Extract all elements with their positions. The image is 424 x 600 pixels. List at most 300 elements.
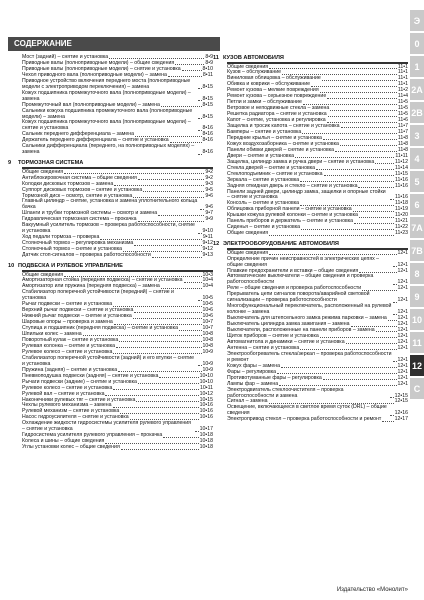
entry-title: Углы установки колес – общие сведения	[22, 444, 120, 451]
publisher-footer	[337, 587, 408, 593]
entry-title: Задняя откидная дверь и стекло – снятие и установка	[227, 182, 358, 189]
toc-entry[interactable]	[22, 79, 213, 91]
entry-title: Общие сведения	[227, 63, 269, 70]
entry-leader	[138, 383, 199, 384]
section-title: ТОРМОЗНАЯ СИСТЕМА	[18, 160, 84, 167]
chapter-tab[interactable]: 3	[410, 125, 424, 146]
entry-page: 11•5	[397, 111, 408, 118]
toc-column-right	[213, 55, 408, 427]
chapter-tab[interactable]: 2A	[410, 79, 424, 100]
entry-page: 12•1	[397, 362, 408, 369]
entry-page: 12•1	[397, 279, 408, 286]
entry-title: Освещение, включающееся в светлое время суток (DRL) – общие сведения	[227, 404, 387, 417]
entry-leader	[64, 173, 204, 174]
entry-leader	[161, 106, 202, 107]
toc-entry[interactable]	[227, 417, 408, 423]
entry-page: 8•15	[202, 95, 213, 102]
entry-leader	[113, 389, 199, 390]
entry-page: 12•1	[397, 380, 408, 387]
entry-leader	[119, 341, 201, 342]
toc-entry[interactable]	[22, 144, 213, 156]
entry-page: 12•16	[394, 410, 408, 417]
entry-title: Фары – регулировка	[227, 368, 277, 375]
entry-title: Реле – общие сведения и проверка работоспособности	[227, 285, 362, 292]
entry-page: 9•6	[205, 204, 213, 211]
chapter-tab[interactable]: 10	[410, 309, 424, 330]
entry-title: Противотуманные фары – регулировка	[227, 374, 322, 381]
entry-title: Суппорт дисковых тормозов – снятие и установка	[22, 186, 143, 193]
entry-title: Вакуумный усилитель тормозов – проверка работоспособности, снятие и установка	[22, 222, 195, 235]
entry-page: 10•4	[202, 283, 213, 290]
entry-page: 8•10	[202, 65, 213, 72]
section-heading	[8, 160, 213, 167]
entry-page: 10•6	[202, 313, 213, 320]
toc-section	[213, 55, 408, 237]
entry-title: Сальник переднего дифференциала – замена	[22, 131, 135, 138]
entry-title: Электропривод стекол – проверка работоспособности и ремонт	[227, 416, 382, 423]
entry-page: 11•23	[395, 230, 408, 237]
entry-leader	[375, 163, 394, 164]
entry-page: 10•4	[202, 277, 213, 284]
entry-title: Шаровые опоры – проверка и замена	[22, 319, 113, 326]
entry-page: 10•10	[199, 378, 213, 385]
contents-header-bar	[8, 37, 220, 51]
entry-title: Выключатели, расположенные на панели приборов – замена	[227, 327, 375, 334]
entry-leader	[195, 431, 199, 432]
entry-page: 10•16	[199, 408, 213, 415]
entry-leader	[269, 235, 394, 236]
entry-page: 9•6	[205, 192, 213, 199]
entry-leader	[390, 199, 394, 200]
entry-page: 10•8	[202, 331, 213, 338]
entry-page: 11•2	[397, 87, 408, 94]
entry-title: Сальники кожуха подшипника промежуточного вала (полноприводные модели) – замена	[22, 107, 193, 120]
section-heading	[213, 55, 408, 62]
entry-leader	[281, 367, 397, 368]
entry-title: Бамперы – снятие и установка	[227, 128, 302, 135]
entry-page: 10•12	[199, 390, 213, 397]
entry-page: 9•12	[202, 246, 213, 253]
entry-title: Гидравлическая тормозная система – прокачка	[22, 216, 137, 223]
entry-page: 12•1	[397, 344, 408, 351]
entry-title: Промежуточный вал (полноприводные модели) – замена	[22, 101, 160, 108]
entry-page: 10•5	[202, 295, 213, 302]
entry-leader	[159, 377, 198, 378]
entry-title: Общие сведения	[227, 230, 269, 237]
entry-title: Приводные валы (полноприводные модели) – общие сведения	[22, 59, 175, 66]
entry-page: 11•4	[397, 93, 408, 100]
entry-title: Гидросистема усилителя рулевого управления – прокачка	[22, 432, 163, 439]
entry-page: 12•15	[394, 398, 408, 405]
entry-page: 11•5	[397, 99, 408, 106]
entry-title: Панель приборов и держатель – снятие и установка	[227, 218, 353, 225]
entry-leader	[393, 302, 397, 303]
entry-title: Выключатель для штепсельного замка режима парковки – замена	[227, 315, 387, 322]
entry-leader	[376, 331, 397, 332]
entry-page: 9•10	[202, 228, 213, 235]
entry-title: Автомагнитола и динамики – снятие и установка	[227, 338, 345, 345]
section-entries	[213, 251, 408, 424]
entry-leader	[393, 361, 397, 362]
entry-page: 10•18	[199, 444, 213, 451]
entry-title: Датчик стоп-сигналов – проверка работоспособности	[22, 252, 151, 259]
entry-leader	[277, 373, 396, 374]
chapter-tab[interactable]: 8	[410, 263, 424, 284]
entry-leader	[316, 169, 394, 170]
entry-leader	[184, 282, 202, 283]
entry-page: 10•8	[202, 342, 213, 349]
entry-title: Стояночный тормоз – регулировка механизма	[22, 240, 134, 247]
entry-title: Электродвигатель стеклоочистителя – проверка работоспособности и замена	[227, 386, 344, 399]
toc-entry[interactable]	[22, 445, 213, 451]
chapter-tab[interactable]: 12	[410, 355, 424, 376]
entry-page: 8•15	[202, 83, 213, 90]
entry-leader	[198, 88, 202, 89]
entry-page: 11•8	[397, 140, 408, 147]
entry-leader	[335, 151, 397, 152]
entry-title: Рулевое колесо – снятие и установка	[22, 384, 113, 391]
chapter-tab[interactable]: 5	[410, 171, 424, 192]
entry-title: Сигнал – замена	[227, 398, 268, 405]
entry-title: Амортизаторная стойка (передняя подвеска) – снятие и установка	[22, 277, 183, 284]
toc-entry[interactable]	[22, 253, 213, 259]
entry-title: Рулевой механизм – снятие и установка	[22, 408, 120, 415]
entry-title: Определение причин неисправностей в электрических цепях – общие сведения	[227, 255, 380, 268]
entry-page: 10•11	[200, 384, 213, 391]
entry-leader	[113, 407, 199, 408]
entry-title: Панели задней двери, цилиндр замка, защелки и опорные стойки – снятие и установка	[227, 188, 386, 201]
entry-leader	[198, 233, 202, 234]
entry-title: Лампы фар – замена	[227, 380, 279, 387]
entry-title: Чехол приводного вала (полноприводные модели) – замена	[22, 71, 167, 78]
entry-page: 11•21	[395, 218, 408, 225]
entry-title: Мост (задний) – снятие и установка	[22, 54, 109, 60]
chapter-tab[interactable]: 7A	[410, 217, 424, 238]
entry-leader	[301, 229, 394, 230]
entry-title: Рычаг подвески – снятие и установка	[22, 301, 113, 308]
entry-leader	[279, 385, 396, 386]
entry-page: 12•1	[397, 321, 408, 328]
entry-leader	[388, 320, 397, 321]
entry-title: Обивка и коврики – обслуживание	[227, 81, 311, 88]
entry-title: Верхний рычаг подвески – снятие и установка	[22, 307, 134, 314]
entry-title: Защелка и тросик капота – снятие и установка	[227, 123, 340, 130]
entry-title: Ход педали тормоза – проверка	[22, 234, 100, 241]
section-entries	[8, 273, 213, 452]
entry-leader	[328, 116, 397, 117]
entry-title: Наконечники рулевых тяг – снятие и установка	[22, 396, 136, 403]
entry-leader	[158, 215, 204, 216]
entry-title: Общие сведения	[22, 271, 64, 278]
section-title: КУЗОВ АВТОМОБИЛЯ	[223, 55, 284, 61]
entry-page: 8•16	[202, 149, 213, 156]
entry-leader	[341, 127, 397, 128]
entry-page: 11•16	[395, 194, 408, 201]
chapter-tab[interactable]: 11	[410, 332, 424, 353]
entry-title: Антенна – снятие и установка	[227, 344, 300, 351]
entry-page: 11•5	[397, 105, 408, 112]
section-number: 11	[213, 55, 219, 61]
entry-title: Шланги и трубки тормозной системы – осмотр и замена	[22, 210, 158, 217]
chapter-tab[interactable]: Э	[410, 10, 424, 31]
entry-title: Передние крылья – снятие и установка	[227, 134, 322, 141]
chapter-tab[interactable]: C	[410, 378, 424, 399]
entry-leader	[353, 211, 394, 212]
entry-page: 12•15	[394, 392, 408, 399]
entry-leader	[358, 187, 394, 188]
entry-page: 9•3	[205, 180, 213, 187]
entry-page: 10•18	[199, 438, 213, 445]
entry-page: 9•7	[205, 210, 213, 217]
chapter-tab[interactable]: 9	[410, 286, 424, 307]
entry-title: Двери – снятие и установка	[227, 152, 294, 159]
entry-page: 11•8	[397, 146, 408, 153]
entry-page: 8•16	[202, 125, 213, 132]
entry-leader	[143, 191, 204, 192]
entry-page: 8•16	[202, 131, 213, 138]
entry-title: Стеклоподъемник – снятие и установка	[227, 170, 323, 177]
entry-title: Сальники дифференциала (переднего, на полноприводных моделях) – замена	[22, 143, 195, 156]
toc-section	[213, 241, 408, 423]
entry-page: 12•1	[397, 332, 408, 339]
entry-title: Нижний рычаг подвески – снятие и установка	[22, 313, 132, 320]
entry-title: Насос гидроусилителя – снятие и установка	[22, 414, 129, 421]
entry-leader	[269, 68, 397, 69]
entry-page: 11•22	[395, 224, 408, 231]
section-title: ПОДВЕСКА И РУЛЕВОЕ УПРАВЛЕНИЕ	[18, 263, 123, 269]
entry-page: 9•11	[202, 234, 213, 241]
entry-title: Общие сведения	[227, 249, 269, 256]
entry-leader	[390, 397, 394, 398]
entry-page: 9•5	[205, 186, 213, 193]
entry-leader	[300, 181, 394, 182]
entry-page: 10•17	[199, 426, 213, 433]
entry-title: Чехлы рулевого механизма – замена	[22, 402, 112, 409]
entry-title: Кожух воздухозаборника – снятие и установка	[227, 140, 339, 147]
chapter-tab[interactable]: 0	[410, 33, 424, 54]
entry-page: 10•8	[202, 336, 213, 343]
entry-leader	[393, 314, 397, 315]
toc-section	[8, 55, 213, 156]
entry-page: 8•15	[202, 113, 213, 120]
entry-leader	[116, 347, 202, 348]
entry-page: 11•12	[395, 158, 408, 165]
entry-page: 9•13	[202, 252, 213, 259]
entry-title: Кожух подшипника промежуточного вала (полноприводные модели) – замена	[22, 89, 191, 102]
entry-page: 11•1	[397, 69, 408, 76]
entry-page: 10•9	[202, 360, 213, 367]
entry-title: Консоль – снятие и установка	[227, 200, 300, 207]
entry-title: Колеса и шины – общие сведения	[22, 438, 105, 445]
entry-page: 12•1	[397, 374, 408, 381]
entry-page: 11•18	[395, 200, 408, 207]
entry-page: 11•7	[397, 128, 408, 135]
entry-page: 12•1	[397, 327, 408, 334]
entry-title: Виниловая облицовка – обслуживание	[227, 75, 321, 82]
entry-title: Ступица и подшипник (передняя подвеска) – снятие и установка	[22, 325, 178, 332]
entry-leader	[134, 312, 201, 313]
entry-title: Стояночный тормоз – снятие и установка	[22, 246, 122, 253]
entry-leader	[198, 365, 202, 366]
toc-entry[interactable]	[22, 356, 213, 368]
entry-title: Пневмоподушка подвески (задняя) – снятие и установка	[22, 372, 159, 379]
entry-title: Выключатель цилиндра замка зажигания – замена	[227, 321, 350, 328]
chapter-tab[interactable]: 6	[410, 194, 424, 215]
toc-entry[interactable]	[22, 91, 213, 103]
entry-title: Сиденья – снятие и установка	[227, 224, 301, 231]
entry-leader	[198, 130, 202, 131]
entry-leader	[198, 154, 202, 155]
entry-leader	[182, 70, 202, 71]
entry-page: 11•8	[397, 134, 408, 141]
entry-title: Кожух подшипника промежуточного вала (полноприводные модели) – снятие и установка	[22, 119, 191, 132]
entry-title: Ветровое и неподвижные стекла – замена	[227, 105, 330, 112]
entry-page: 9•2	[205, 174, 213, 181]
entry-leader	[327, 98, 397, 99]
entry-leader	[323, 379, 397, 380]
entry-title: Держатель переднего дифференциала – снятие и установка	[22, 137, 169, 144]
entry-title: Приводное устройство включения переднего моста (полноприводные модели с электроприводом переключения) – замена	[22, 77, 191, 90]
entry-title: Многофункциональный переключатель, расположенный на рулевой колонке – замена	[227, 303, 392, 316]
entry-page: 8•9	[205, 59, 213, 66]
entry-page: 9•12	[202, 240, 213, 247]
entry-leader	[382, 421, 393, 422]
entry-page: 10•7	[202, 325, 213, 332]
entry-page: 10•18	[199, 432, 213, 439]
entry-page: 12•1	[397, 338, 408, 345]
entry-page: 12•1	[397, 297, 408, 304]
entry-leader	[163, 437, 198, 438]
entry-title: Главный цилиндр – снятие, установка и замена уплотнительного кольца бачка	[22, 198, 198, 211]
entry-leader	[393, 284, 397, 285]
entry-title: Пружина (задняя) – снятие и установка	[22, 366, 118, 373]
entry-title: Зеркала – снятие и установка	[227, 176, 300, 183]
toc-section	[8, 263, 213, 451]
entry-title: Антиблокировочная система – общие сведения	[22, 174, 137, 181]
entry-title: Шпильки колес – замена	[22, 331, 82, 338]
entry-title: Плавкие предохранители и вставки – общие сведения	[227, 267, 359, 274]
entry-title: Петли и замки – обслуживание	[227, 99, 302, 106]
entry-page: 12•1	[397, 309, 408, 316]
entry-page: 10•3	[202, 271, 213, 278]
entry-title: Охлаждение жидкости гидросистемы усилителя рулевого управления – снятие и установка	[22, 420, 191, 433]
toc-entry[interactable]	[227, 231, 408, 237]
entry-page: 11•6	[397, 117, 408, 124]
chapter-tab[interactable]: 4	[410, 148, 424, 169]
entry-title: Рулевое колесо – снятие и установка	[22, 348, 113, 355]
toc-entry[interactable]	[227, 352, 408, 364]
entry-title: Амортизатор или пружина (передняя подвеска) – замена	[22, 283, 160, 290]
section-entries	[8, 170, 213, 259]
entry-title: Кузов – обслуживание	[227, 69, 282, 76]
section-heading	[213, 241, 408, 248]
chapter-tab[interactable]: 2B	[410, 102, 424, 123]
entry-page: 12•17	[394, 416, 408, 423]
publisher-name: Издательство «Монолит»	[336, 587, 408, 593]
entry-title: Кожух фары – замена	[227, 362, 281, 369]
entry-page: 11•16	[395, 182, 408, 189]
entry-title: Поворотный кулак – снятие и установка	[22, 336, 119, 343]
entry-page: 10•9	[202, 348, 213, 355]
entry-title: Рычаги подвески (задние) – снятие и установка	[22, 378, 137, 385]
entry-page: 11•7	[397, 123, 408, 130]
contents-title: СОДЕРЖАНИЕ	[14, 39, 72, 48]
entry-title: Рулевой вал – снятие и установка	[22, 390, 105, 397]
entry-leader	[198, 118, 202, 119]
entry-leader	[152, 257, 202, 258]
entry-page: 10•9	[202, 366, 213, 373]
toc-entry[interactable]	[227, 257, 408, 269]
entry-title: Общие сведения	[22, 168, 64, 175]
entry-title: Защелка, цилиндр замка и ручка двери – снятие и установка	[227, 158, 375, 165]
entry-leader	[320, 92, 397, 93]
entry-leader	[200, 209, 204, 210]
entry-leader	[114, 185, 204, 186]
entry-page: 12•1	[397, 315, 408, 322]
entry-page: 10•10	[199, 372, 213, 379]
entry-leader	[393, 266, 397, 267]
entry-leader	[359, 217, 394, 218]
entry-page: 9•9	[205, 216, 213, 223]
section-number: 12	[213, 241, 220, 248]
entry-page: 10•5	[202, 301, 213, 308]
entry-page: 8•11	[202, 71, 213, 78]
entry-page: 12•1	[397, 356, 408, 363]
entry-title: Крышки кожуха рулевой колонки – снятие и установка	[227, 212, 358, 219]
chapter-tab[interactable]: 7B	[410, 240, 424, 261]
entry-title: Стабилизатор поперечной устойчивости (передний) – снятие и установка	[22, 289, 174, 302]
entry-page: 9•2	[205, 168, 213, 175]
chapter-tabs	[410, 10, 424, 401]
entry-page: 12•1	[397, 267, 408, 274]
entry-leader	[324, 175, 394, 176]
entry-leader	[198, 100, 202, 101]
entry-page: 10•7	[202, 319, 213, 326]
entry-page: 11•15	[395, 170, 408, 177]
entry-leader	[133, 318, 202, 319]
entry-page: 10•15	[199, 396, 213, 403]
entry-title: Стекла дверей – снятие и установка	[227, 164, 315, 171]
entry-leader	[136, 401, 198, 402]
entry-leader	[120, 413, 198, 414]
entry-leader	[179, 330, 202, 331]
toc-section	[8, 160, 213, 259]
entry-title: Панели обивки дверей – снятие и установка	[227, 146, 335, 153]
entry-page: 8•9	[205, 54, 213, 60]
entry-leader	[138, 179, 205, 180]
entry-leader	[340, 145, 397, 146]
entry-title: Колодки дисковых тормозов – замена	[22, 180, 114, 187]
section-entries	[213, 65, 408, 238]
entry-leader	[330, 110, 397, 111]
entry-page: 8•15	[202, 101, 213, 108]
entry-title: Облицовка приборной панели – снятие и установка	[227, 206, 352, 213]
entry-page: 8•16	[202, 137, 213, 144]
entry-page: 11•14	[395, 164, 408, 171]
entry-leader	[322, 80, 397, 81]
entry-title: Стабилизатор поперечной устойчивости (задний) и его втулки – снятие и установка	[22, 354, 195, 367]
entry-leader	[269, 254, 396, 255]
entry-leader	[105, 395, 198, 396]
entry-page: 11•1	[397, 81, 408, 88]
chapter-tab[interactable]: 1	[410, 56, 424, 77]
entry-title: Прерыватель цепи сигналов поворота/аварийной световой сигнализации – проверка работоспособности	[227, 291, 370, 304]
entry-page: 11•1	[397, 75, 408, 82]
entry-page: 11•19	[395, 206, 408, 213]
entry-title: Приводные валы (полноприводные модели) – снятие и установка	[22, 65, 181, 72]
entry-title: Решетка радиатора – снятие и установка	[227, 111, 327, 118]
entry-title: Электрообогреватель стекла/зеркал – проверка работоспособности и ремонт	[227, 350, 392, 363]
